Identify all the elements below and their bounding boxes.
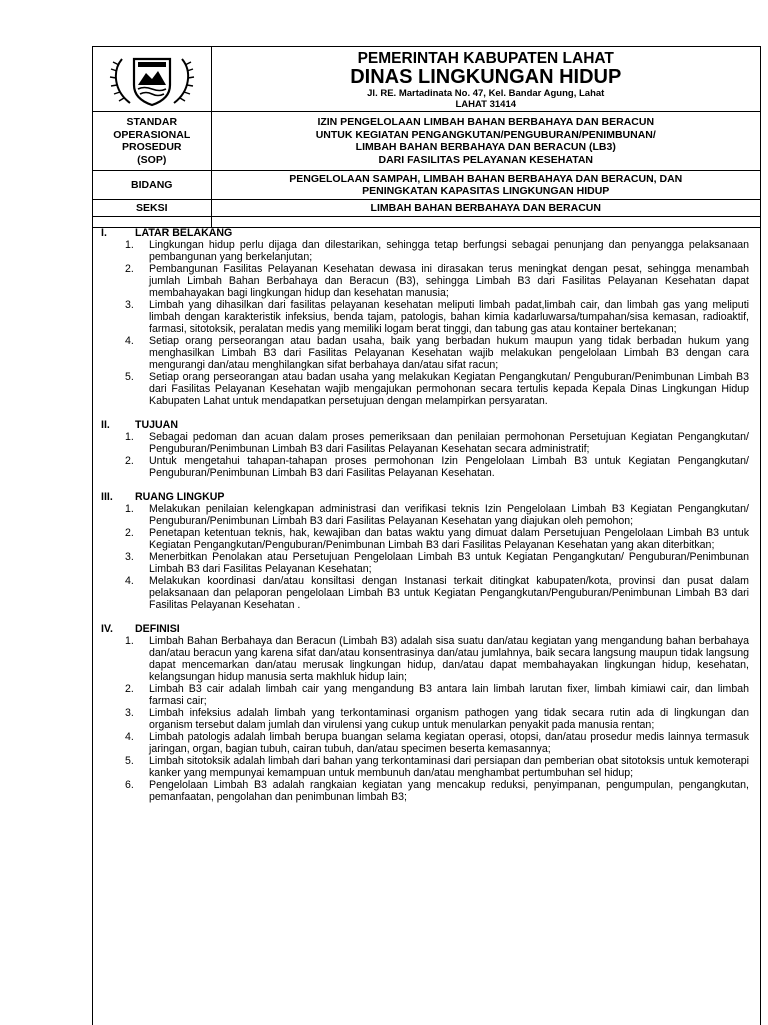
section-heading — [101, 491, 749, 503]
section-title: DEFINISI — [135, 623, 180, 635]
sop-title-line: IZIN PENGELOLAAN LIMBAH BAHAN BERBAHAYA DAN BERACUN — [317, 116, 655, 128]
item-number: 1. — [125, 239, 134, 251]
list-item — [125, 755, 749, 779]
item-text: Sebagai pedoman dan acuan dalam proses pemeriksaan dan penilaian permohonan Persetujuan Kegiatan Pengangkutan/ Penguburan/Penimbunan Limbah B3 dari Fasilitas Pelayanan Kesehatan secara administratif; — [149, 431, 749, 455]
item-text: Pengelolaan Limbah B3 adalah rangkaian kegiatan yang mencakup reduksi, penyimpanan, pengumpulan, pengangkutan, pemanfaatan, pengolahan dan penimbunan limbah B3; — [149, 779, 749, 803]
section-number: I. — [101, 227, 107, 239]
item-number: 1. — [125, 503, 134, 515]
bidang-value — [211, 171, 760, 200]
government-name: PEMERINTAH KABUPATEN LAHAT — [357, 49, 614, 67]
section-heading — [101, 419, 749, 431]
item-text: Limbah infeksius adalah limbah yang terkontaminasi organism pathogen yang tidak secara rutin ada di lingkungan dan organism tersebut dalam jumlah dan virulensi yang cukup untuk menularkan penyakit pada manusia rentan; — [149, 707, 749, 731]
item-number: 2. — [125, 263, 134, 275]
sop-page — [92, 46, 761, 1025]
sop-label-line: STANDAR — [126, 116, 178, 128]
sop-label-line: OPERASIONAL — [113, 128, 191, 141]
sop-label-line: (SOP) — [137, 153, 167, 166]
agency-header — [211, 47, 760, 112]
bidang-value-line: PENGELOLAAN SAMPAH, LIMBAH BAHAN BERBAHAYA DAN BERACUN, DAN — [289, 172, 683, 185]
item-number: 2. — [125, 455, 134, 467]
item-text: Setiap orang perseorangan atau badan usaha yang melakukan Kegiatan Pengangkutan/ Penguburan/Penimbunan Limbah B3 dari Fasilitas Pelayanan Kesehatan wajib mengajukan permohonan secara tertulis kepada Kepala Dinas Lingkungan Hidup Kabupaten Lahat untuk mendapatkan persetujuan dengan melampirkan persyaratan. — [149, 371, 749, 407]
item-text: Setiap orang perseorangan atau badan usaha, baik yang berbadan hukum maupun yang tidak berbadan hukum yang menghasilkan Limbah B3 dari Fasilitas Pelayanan Kesehatan wajib melakukan pengelolaan Limbah B3 dengan cara mengurangi dan/atau menghilangkan sifat berbahaya dan/atau sifat racun; — [149, 335, 749, 371]
seksi-label: SEKSI — [93, 200, 211, 217]
bidang-value-line: PENINGKATAN KAPASITAS LINGKUNGAN HIDUP — [362, 185, 610, 197]
sop-title-line: DARI FASILITAS PELAYANAN KESEHATAN — [378, 153, 593, 166]
item-text: Untuk mengetahui tahapan-tahapan proses permohonan Izin Pengelolaan Limbah B3 untuk Kegiatan Pengangkutan/ Penguburan/Penimbunan Limbah B3 dari Fasilitas Pelayanan Kesehatan. — [149, 455, 749, 479]
agency-city: LAHAT 31414 — [455, 98, 517, 110]
section-number: III. — [101, 491, 113, 503]
list-item — [125, 779, 749, 803]
item-text: Limbah yang dihasilkan dari fasilitas pelayanan kesehatan meliputi limbah padat,limbah cair, dan limbah gas yang meliputi limbah dengan karakteristik infeksius, benda tajam, patologis, bahan kimia kadarluwarsa/tumpahan/sisa kemasan, radioaktif, farmasi, sitotoksik, peralatan medis yang memiliki logam berat tinggi, dan tabung gas atau kontainer bertekanan; — [149, 299, 749, 335]
list-item — [125, 731, 749, 755]
section-latar-belakang — [101, 227, 749, 407]
section-tujuan — [101, 419, 749, 479]
list-item — [125, 239, 749, 263]
list-item — [125, 263, 749, 299]
logo-cell — [93, 47, 211, 112]
item-number: 5. — [125, 755, 134, 767]
item-text: Limbah sitotoksik adalah limbah dari bahan yang terkontaminasi dari persiapan dan pemberian obat sitotoksis untuk kemoterapi kanker yang mempunyai kemampuan untuk membunuh dan/atau menghambat pertumbuhan sel hidup; — [149, 755, 749, 779]
list-item — [125, 575, 749, 611]
section-title: LATAR BELAKANG — [135, 227, 233, 239]
section-heading — [101, 227, 749, 239]
item-text: Menerbitkan Penolakan atau Persetujuan Pengelolaan Limbah B3 untuk Kegiatan Pengangkutan/ Penguburan/Penimbunan Limbah B3 dari Fasilitas Pelayanan Kesehatan; — [149, 551, 749, 575]
sop-title — [211, 112, 760, 171]
item-number: 3. — [125, 299, 134, 311]
list-item — [125, 431, 749, 455]
item-text: Melakukan penilaian kelengkapan administrasi dan verifikasi teknis Izin Pengelolaan Limbah B3 Kegiatan Pengangkutan/ Penguburan/Penimbunan Limbah B3 dari Fasilitas Pelayanan Kesehatan yang diajukan oleh pemohon; — [149, 503, 749, 527]
item-number: 1. — [125, 635, 134, 647]
list-item — [125, 299, 749, 335]
section-number: IV. — [101, 623, 113, 635]
sop-label-line: PROSEDUR — [121, 141, 182, 153]
list-item — [125, 335, 749, 371]
section-definisi — [101, 623, 749, 803]
section-title: RUANG LINGKUP — [135, 491, 225, 503]
list-item — [125, 527, 749, 551]
item-text: Limbah Bahan Berbahaya dan Beracun (Limbah B3) adalah sisa suatu dan/atau kegiatan yang mengandung bahan berbahaya dan/atau beracun yang karena sifat dan/atau konsentrasinya dan/atau jumlahnya, baik secara langsung maupun tidak langsung dapat mencemarkan dan/atau merusak lingkungan hidup, dan/atau dapat membahayakan lingkungan hidup, kesehatan, kelangsungan hidup manusia serta makhluk hidup lain; — [149, 635, 749, 683]
list-item — [125, 371, 749, 407]
item-number: 5. — [125, 371, 134, 383]
empty-row-cell — [211, 217, 760, 228]
agency-name: DINAS LINGKUNGAN HIDUP — [350, 65, 622, 88]
item-number: 3. — [125, 707, 134, 719]
list-item — [125, 503, 749, 527]
item-text: Penetapan ketentuan teknis, hak, kewajiban dan batas waktu yang dimuat dalam Persetujuan Pengelolaan Limbah B3 untuk Kegiatan Pengangkutan/Penguburan/Penimbunan Limbah B3 dari Fasilitas Pelayanan Kesehatan yang akan diterbitkan; — [149, 527, 749, 551]
list-item — [125, 551, 749, 575]
agency-address: Jl. RE. Martadinata No. 47, Kel. Bandar Agung, Lahat — [367, 87, 605, 99]
sop-label — [93, 112, 211, 171]
list-item — [125, 635, 749, 683]
sop-content — [101, 227, 749, 815]
sop-title-line: UNTUK KEGIATAN PENGANGKUTAN/PENGUBURAN/PENIMBUNAN/ — [315, 128, 656, 141]
lahat-regency-emblem-icon — [108, 51, 196, 109]
section-number: II. — [101, 419, 110, 431]
section-heading — [101, 623, 749, 635]
item-text: Melakukan koordinasi dan/atau konsiltasi dengan Instanasi terkait ditingkat kabupaten/kota, provinsi dan pusat dalam pelaksanaan dan pelaporan pengelolaan Limbah B3 untuk Kegiatan Pengangkutan/Penguburan/Penimbunan Limbah B3 dari Fasilitas Pelayanan Kesehatan . — [149, 575, 749, 611]
list-item — [125, 707, 749, 731]
item-text: Pembangunan Fasilitas Pelayanan Kesehatan dewasa ini dirasakan terus meningkat dengan pesat, sehingga menambah jumlah Limbah Bahan Berbahaya dan Beracun (B3), sehingga Limbah B3 dari Fasilitas Pelayanan Kesehatan dapat membahayakan bagi lingkungan hidup dan kesehatan manusia; — [149, 263, 749, 299]
item-number: 4. — [125, 335, 134, 347]
list-item — [125, 683, 749, 707]
item-number: 2. — [125, 683, 134, 695]
item-text: Limbah patologis adalah limbah berupa buangan selama kegiatan operasi, otopsi, dan/atau prosedur medis lainnya termasuk jaringan, organ, bagian tubuh, cairan tubuh, dan/atau specimen beserta kemasannya; — [149, 731, 749, 755]
item-number: 2. — [125, 527, 134, 539]
section-ruang-lingkup — [101, 491, 749, 611]
item-text: Lingkungan hidup perlu dijaga dan dilestarikan, sehingga tetap berfungsi sebagai penunjang dan penyangga pelaksanaan pembangunan yang berkelanjutan; — [149, 239, 749, 263]
header-table — [93, 47, 760, 228]
item-number: 4. — [125, 731, 134, 743]
item-number: 3. — [125, 551, 134, 563]
list-item — [125, 455, 749, 479]
section-title: TUJUAN — [135, 419, 178, 431]
sop-title-line: LIMBAH BAHAN BERBAHAYA DAN BERACUN (LB3) — [355, 141, 616, 153]
item-number: 1. — [125, 431, 134, 443]
item-number: 4. — [125, 575, 134, 587]
item-number: 6. — [125, 779, 134, 791]
bidang-label: BIDANG — [93, 171, 211, 200]
empty-row-cell — [93, 217, 211, 228]
item-text: Limbah B3 cair adalah limbah cair yang mengandung B3 antara lain limbah larutan fixer, limbah kimiawi cair, dan limbah farmasi cair; — [149, 683, 749, 707]
seksi-value: LIMBAH BAHAN BERBAHAYA DAN BERACUN — [211, 200, 760, 217]
